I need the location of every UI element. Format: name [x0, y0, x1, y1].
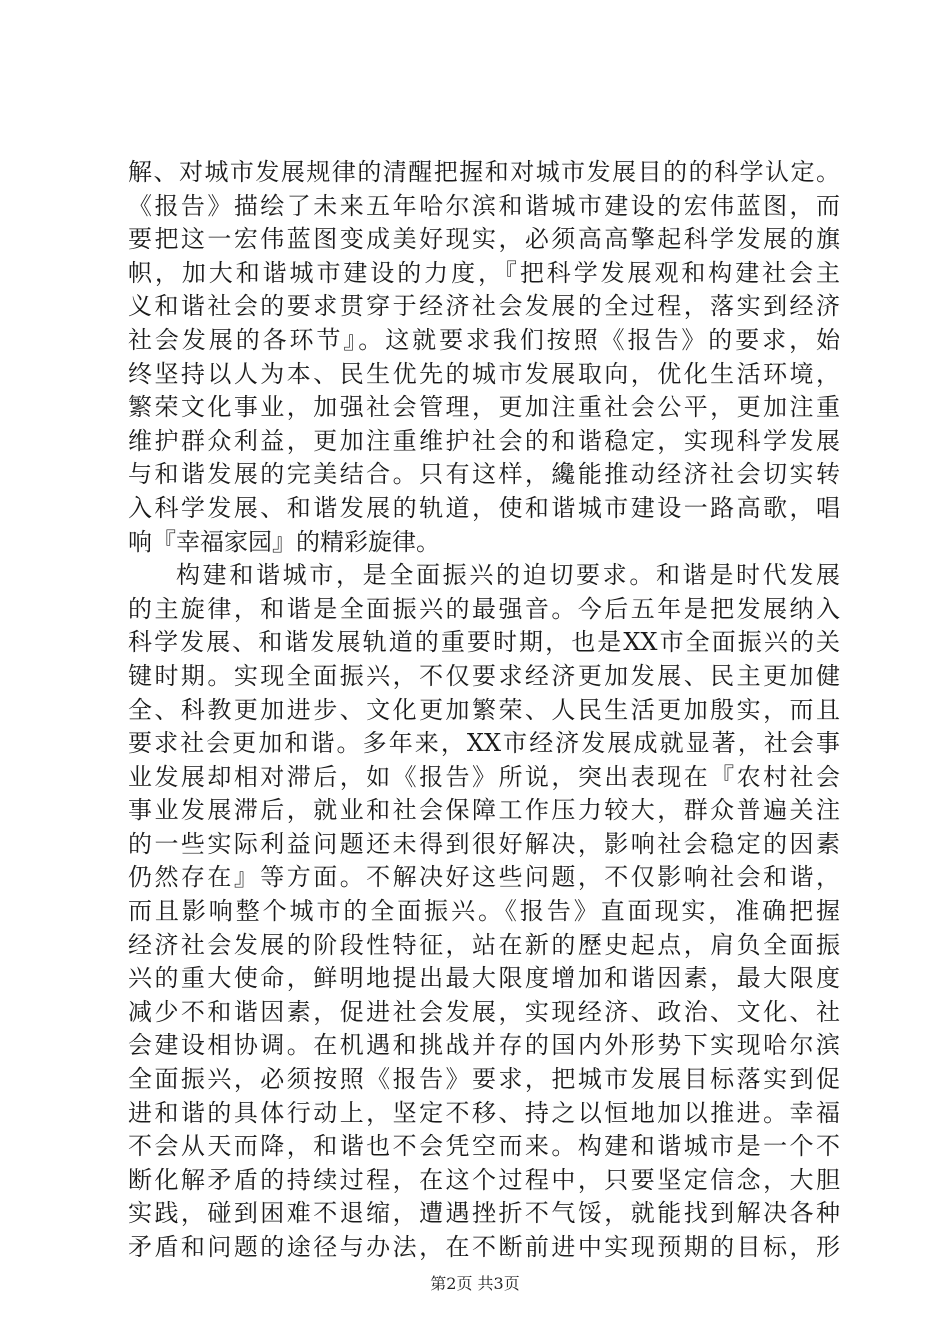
text-line: 经济社会发展的阶段性特征，站在新的歷史起点，肩负全面振 [128, 930, 840, 959]
text-line: 减少不和谐因素，促进社会发展，实现经济、政治、文化、社 [128, 997, 840, 1026]
text-line: 键时期。实现全面振兴，不仅要求经济更加发展、民主更加健 [128, 661, 840, 690]
text-line: 要把这一宏伟蓝图变成美好现实，必须高高擎起科学发展的旗 [128, 225, 840, 254]
text-line: 要求社会更加和谐。多年来，XX市经济发展成就显著，社会事 [128, 729, 840, 758]
text-line: 兴的重大使命，鲜明地提出最大限度增加和谐因素，最大限度 [128, 964, 840, 993]
document-body [128, 156, 840, 1265]
text-line: 实践，碰到困难不退缩，遭遇挫折不气馁，就能找到解决各种 [128, 1199, 840, 1228]
text-line: 与和谐发展的完美结合。只有这样，纔能推动经济社会切实转 [128, 460, 840, 489]
text-line: 的主旋律，和谐是全面振兴的最强音。今后五年是把发展纳入 [128, 594, 840, 623]
text-line: 全、科教更加进步、文化更加繁荣、人民生活更加殷实，而且 [128, 695, 840, 724]
text-line: 而且影响整个城市的全面振兴。《报告》直面现实，准确把握 [128, 897, 840, 926]
text-line: 全面振兴，必须按照《报告》要求，把城市发展目标落实到促 [128, 1065, 840, 1094]
text-line: 响『幸福家园』的精彩旋律。 [128, 527, 440, 556]
text-line: 社会发展的各环节』。这就要求我们按照《报告》的要求，始 [128, 325, 840, 354]
text-line: 帜，加大和谐城市建设的力度，『把科学发展观和构建社会主 [128, 258, 840, 287]
text-line: 终坚持以人为本、民生优先的城市发展取向，优化生活环境， [128, 359, 840, 388]
text-line: 《报告》描绘了未来五年哈尔滨和谐城市建设的宏伟蓝图，而 [128, 191, 840, 220]
text-line: 义和谐社会的要求贯穿于经济社会发展的全过程，落实到经济 [128, 292, 840, 321]
text-line: 仍然存在』等方面。不解决好这些问题，不仅影响社会和谐， [128, 863, 840, 892]
paragraph-2 [128, 559, 840, 1264]
text-line: 维护群众利益，更加注重维护社会的和谐稳定，实现科学发展 [128, 426, 840, 455]
page-number: 第2页 共3页 [430, 1274, 520, 1293]
text-line: 事业发展滞后，就业和社会保障工作压力较大，群众普遍关注 [128, 796, 840, 825]
text-line: 断化解矛盾的持续过程，在这个过程中，只要坚定信念，大胆 [128, 1165, 840, 1194]
page-footer [0, 1274, 950, 1294]
text-line: 进和谐的具体行动上，坚定不移、持之以恒地加以推进。幸福 [128, 1098, 840, 1127]
text-line: 繁荣文化事业，加强社会管理，更加注重社会公平，更加注重 [128, 393, 840, 422]
text-line: 不会从天而降，和谐也不会凭空而来。构建和谐城市是一个不 [128, 1132, 840, 1161]
text-line: 入科学发展、和谐发展的轨道，使和谐城市建设一路高歌，唱 [128, 493, 840, 522]
paragraph-1 [128, 156, 840, 559]
text-line: 的一些实际利益问题还未得到很好解决，影响社会稳定的因素 [128, 829, 840, 858]
text-line: 科学发展、和谐发展轨道的重要时期，也是XX市全面振兴的关 [128, 628, 840, 657]
text-line: 会建设相协调。在机遇和挑战并存的国内外形势下实现哈尔滨 [128, 1031, 840, 1060]
text-line: 矛盾和问题的途径与办法，在不断前进中实现预期的目标，形 [128, 1233, 840, 1261]
text-line: 构建和谐城市，是全面振兴的迫切要求。和谐是时代发展 [176, 561, 840, 590]
text-line: 解、对城市发展规律的清醒把握和对城市发展目的的科学认定。 [128, 158, 840, 186]
text-line: 业发展却相对滞后，如《报告》所说，突出表现在『农村社会 [128, 762, 840, 791]
